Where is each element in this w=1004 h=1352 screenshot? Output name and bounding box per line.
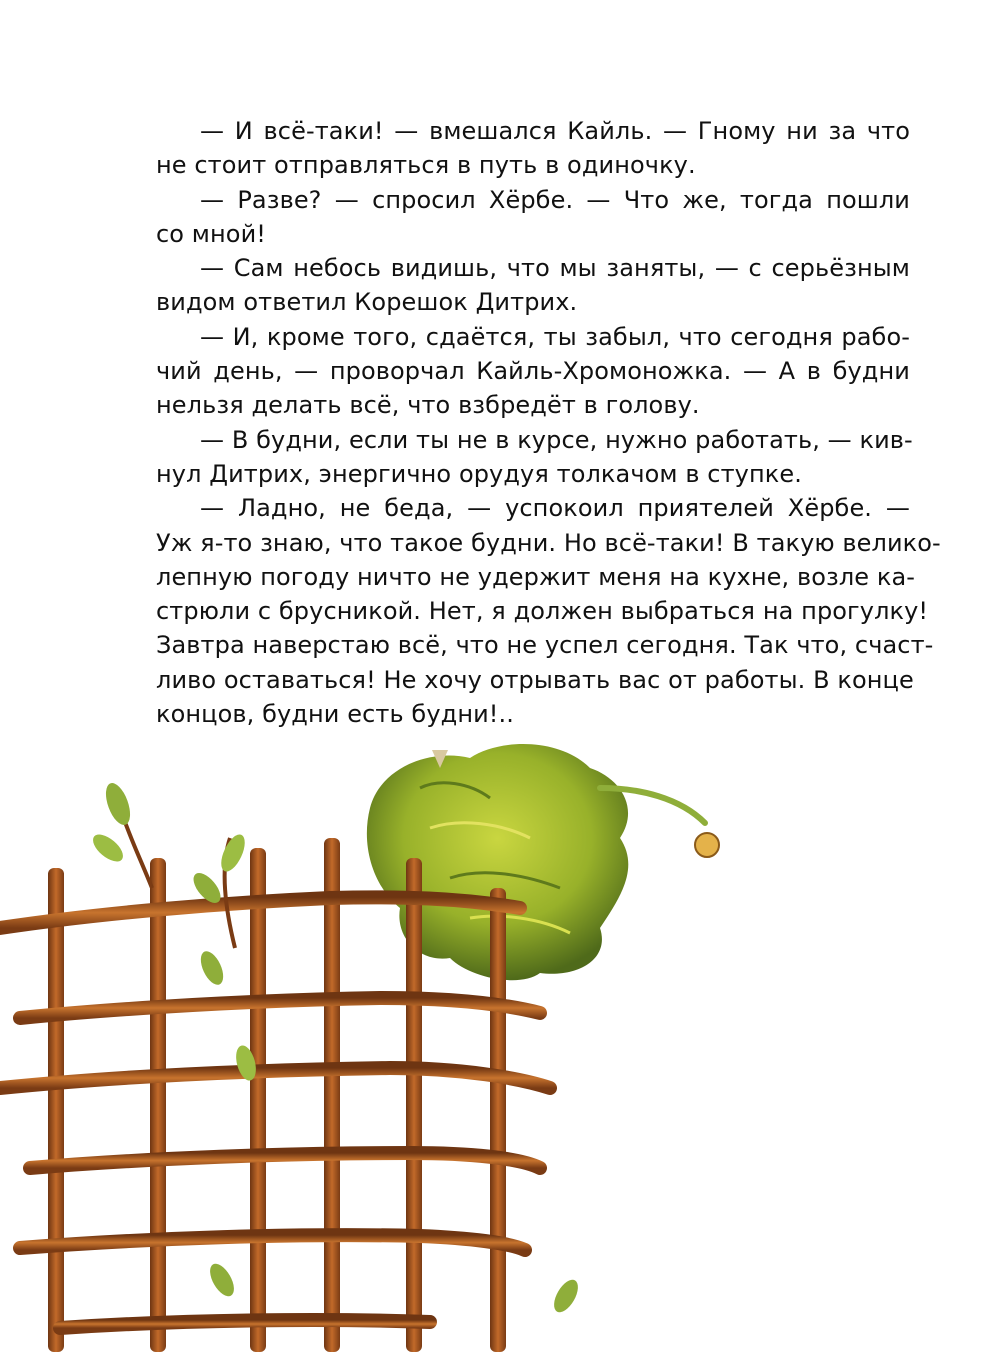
text-line: со мной!: [156, 219, 267, 248]
paragraph: [156, 114, 910, 183]
text-line: чий день, — проворчал Кайль-Хромоножка. — А в будни: [156, 357, 910, 386]
paragraph: [156, 320, 910, 423]
paragraph: [156, 491, 941, 731]
text-line: нельзя делать всё, что взбредёт в голову.: [156, 391, 700, 420]
story-text: [156, 114, 941, 731]
text-line: Завтра наверстаю всё, что не успел сегодня. Так что, счаст-: [156, 631, 934, 660]
text-line: нул Дитрих, энергично орудуя толкачом в ступке.: [156, 459, 802, 488]
text-line: лепную погоду ничто не удержит меня на кухне, возле ка-: [156, 562, 916, 591]
text-line: не стоит отправляться в путь в одиночку.: [156, 151, 696, 180]
text-line: Уж я-то знаю, что такое будни. Но всё-таки! В такую велико-: [156, 528, 941, 557]
paragraph: [156, 183, 910, 252]
text-line: — Разве? — спросил Хёрбе. — Что же, тогда пошли: [200, 185, 910, 214]
text-line: — В будни, если ты не в курсе, нужно работать, — кив-: [200, 425, 913, 454]
paragraph: [156, 251, 910, 320]
text-line: концов, будни есть будни!..: [156, 700, 514, 729]
paragraph: [156, 423, 913, 492]
text-line: ливо оставаться! Не хочу отрывать вас от работы. В конце: [156, 665, 914, 694]
text-line: — Сам небось видишь, что мы заняты, — с серьёзным: [200, 254, 910, 283]
text-line: стрюли с брусникой. Нет, я должен выбраться на прогулку!: [156, 597, 929, 626]
trellis-illustration: [0, 728, 740, 1352]
text-line: видом ответил Корешок Дитрих.: [156, 288, 578, 317]
text-line: — Ладно, не беда, — успокоил приятелей Хёрбе. —: [200, 494, 910, 523]
text-line: — И всё-таки! — вмешался Кайль. — Гному ни за что: [200, 117, 910, 145]
text-line: — И, кроме того, сдаётся, ты забыл, что сегодня рабо-: [200, 322, 910, 351]
